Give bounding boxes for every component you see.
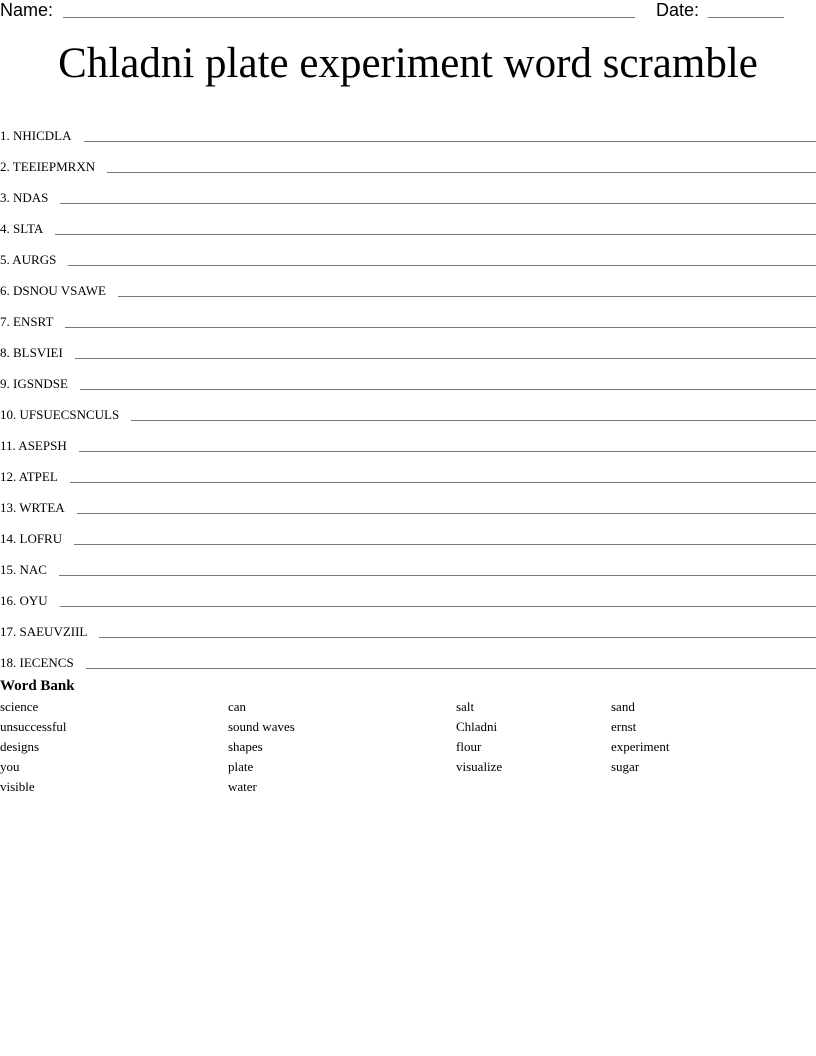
answer-line[interactable] [68, 265, 816, 266]
scramble-item [0, 454, 816, 485]
date-line[interactable] [708, 17, 784, 18]
scramble-word: 17. SAEUVZIIL [0, 624, 88, 639]
word-bank-word: water [228, 779, 257, 794]
scramble-item [0, 330, 816, 361]
word-bank-word: ernst [611, 719, 637, 734]
scramble-word: 1. NHICDLA [0, 128, 72, 143]
word-bank-word: flour [456, 739, 482, 754]
scramble-item [0, 206, 816, 237]
scramble-word: 2. TEEIEPMRXN [0, 159, 96, 174]
date-label: Date: [656, 0, 700, 20]
scramble-word: 18. IECENCS [0, 655, 74, 670]
answer-line[interactable] [99, 637, 816, 638]
answer-line[interactable] [131, 420, 816, 421]
word-bank-word: designs [0, 739, 39, 754]
answer-line[interactable] [60, 606, 816, 607]
answer-line[interactable] [79, 451, 816, 452]
answer-line[interactable] [74, 544, 816, 545]
scramble-item [0, 423, 816, 454]
word-bank-word: visible [0, 779, 35, 794]
word-bank-column-4 [611, 697, 669, 777]
answer-line[interactable] [107, 172, 816, 173]
word-bank-word: Chladni [456, 719, 498, 734]
scramble-word: 16. OYU [0, 593, 48, 608]
scramble-word: 10. UFSUECSNCULS [0, 407, 120, 422]
answer-line[interactable] [70, 482, 816, 483]
scramble-item [0, 547, 816, 578]
word-bank-word: sound waves [228, 719, 295, 734]
word-bank-word: sand [611, 699, 635, 714]
scramble-item [0, 609, 816, 640]
answer-line[interactable] [65, 327, 816, 328]
scramble-word: 13. WRTEA [0, 500, 65, 515]
answer-line[interactable] [86, 668, 816, 669]
scramble-item [0, 516, 816, 547]
word-bank-word: shapes [228, 739, 263, 754]
scramble-item [0, 299, 816, 330]
word-bank-word: science [0, 699, 39, 714]
scramble-word: 8. BLSVIEI [0, 345, 63, 360]
answer-line[interactable] [77, 513, 816, 514]
answer-line[interactable] [118, 296, 816, 297]
word-bank-column-2 [228, 697, 295, 797]
scramble-item [0, 485, 816, 516]
scramble-word: 4. SLTA [0, 221, 44, 236]
scramble-word: 12. ATPEL [0, 469, 58, 484]
scramble-word: 3. NDAS [0, 190, 49, 205]
answer-line[interactable] [60, 203, 816, 204]
scramble-word: 5. AURGS [0, 252, 57, 267]
answer-line[interactable] [80, 389, 816, 390]
word-bank-word: sugar [611, 759, 640, 774]
scramble-item [0, 361, 816, 392]
name-line[interactable] [63, 17, 635, 18]
word-bank-word: can [228, 699, 247, 714]
scramble-word: 7. ENSRT [0, 314, 54, 329]
scramble-word: 11. ASEPSH [0, 438, 67, 453]
word-bank-word: visualize [456, 759, 503, 774]
word-bank-title: Word Bank [0, 678, 75, 694]
answer-line[interactable] [75, 358, 816, 359]
scramble-item [0, 113, 816, 144]
answer-line[interactable] [59, 575, 816, 576]
scramble-item [0, 640, 816, 671]
scramble-list [0, 113, 816, 671]
scramble-word: 15. NAC [0, 562, 47, 577]
header [0, 0, 816, 24]
word-bank-word: unsuccessful [0, 719, 67, 734]
scramble-item [0, 175, 816, 206]
answer-line[interactable] [84, 141, 816, 142]
word-bank-word: you [0, 759, 20, 774]
scramble-item [0, 578, 816, 609]
scramble-word: 9. IGSNDSE [0, 376, 68, 391]
scramble-item [0, 268, 816, 299]
word-bank-column-1 [0, 697, 66, 797]
word-bank-word: plate [228, 759, 254, 774]
scramble-word: 14. LOFRU [0, 531, 63, 546]
scramble-item [0, 392, 816, 423]
word-bank-word: salt [456, 699, 475, 714]
name-label: Name: [0, 0, 54, 20]
scramble-item [0, 237, 816, 268]
word-bank-word: experiment [611, 739, 670, 754]
scramble-word: 6. DSNOU VSAWE [0, 283, 106, 298]
scramble-item [0, 144, 816, 175]
answer-line[interactable] [55, 234, 816, 235]
word-bank-column-3 [456, 697, 502, 777]
page-title: Chladni plate experiment word scramble [58, 40, 758, 87]
